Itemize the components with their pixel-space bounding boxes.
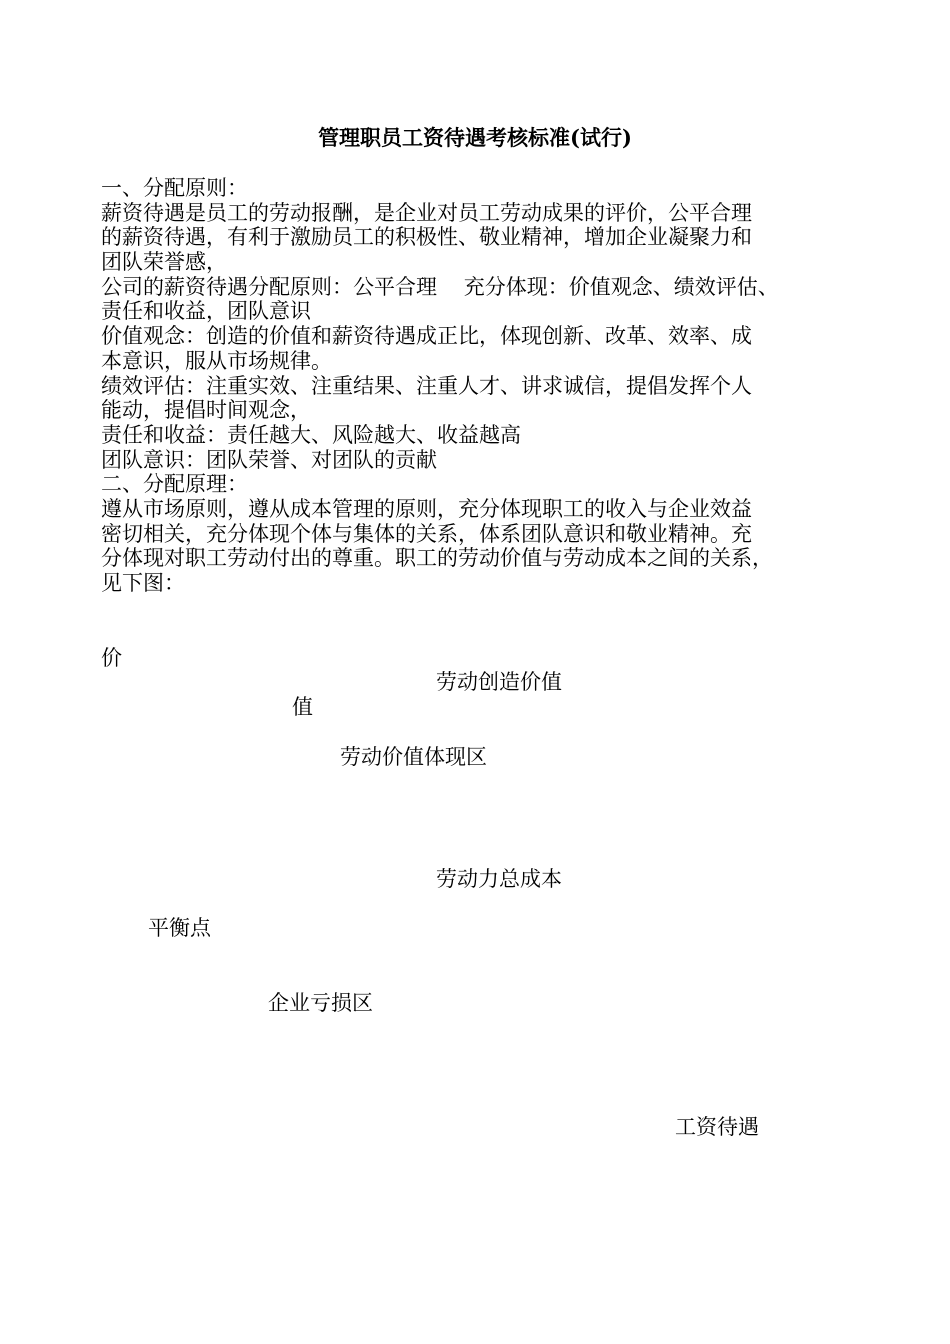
paragraph-line: 公司的薪资待遇分配原则：公平合理 充分体现：价值观念、绩效评估、 [101,274,779,299]
paragraph-line: 的薪资待遇，有利于激励员工的积极性、敬业精神，增加企业凝聚力和 [101,225,752,250]
paragraph-line: 遵从市场原则，遵从成本管理的原则，充分体现职工的收入与企业效益 [101,496,752,521]
paragraph-line: 密切相关，充分体现个体与集体的关系，体系团队意识和敬业精神。充 [101,521,752,546]
paragraph-line: 分体现对职工劳动付出的尊重。职工的劳动价值与劳动成本之间的关系， [101,546,773,571]
figure-y-axis-label-1: 价 [101,646,122,670]
figure-label-labor-value-created: 劳动创造价值 [436,670,562,694]
paragraph-line: 能动，提倡时间观念， [101,398,311,423]
figure-label-labor-value-zone: 劳动价值体现区 [340,745,487,769]
section-heading-principles: 一、分配原则： [101,176,248,200]
figure-x-axis-label: 工资待遇 [675,1115,759,1139]
paragraph-line: 本意识，服从市场规律。 [101,348,332,373]
paragraph-line: 价值观念：创造的价值和薪资待遇成正比，体现创新、改革、效率、成 [101,324,752,349]
page-title: 管理职员工资待遇考核标准(试行) [318,125,632,150]
figure-label-total-labor-cost: 劳动力总成本 [436,867,562,891]
figure-label-enterprise-loss-zone: 企业亏损区 [268,991,373,1015]
paragraph-line: 薪资待遇是员工的劳动报酬，是企业对员工劳动成果的评价，公平合理 [101,200,752,225]
section-heading-theory: 二、分配原理： [101,472,248,497]
paragraph-line: 团队荣誉感， [101,250,227,275]
paragraph-line: 绩效评估：注重实效、注重结果、注重人才、讲求诚信，提倡发挥个人 [101,373,752,398]
paragraph-line: 见下图： [101,571,185,595]
paragraph-line: 责任和收益，团队意识 [101,299,311,324]
body-text [101,176,861,596]
paragraph-line: 责任和收益：责任越大、风险越大、收益越高 [101,422,521,447]
figure-y-axis-label-2: 值 [292,695,313,719]
paragraph-line: 团队意识：团队荣誉、对团队的贡献 [101,447,437,472]
figure-label-balance-point: 平衡点 [148,916,211,940]
